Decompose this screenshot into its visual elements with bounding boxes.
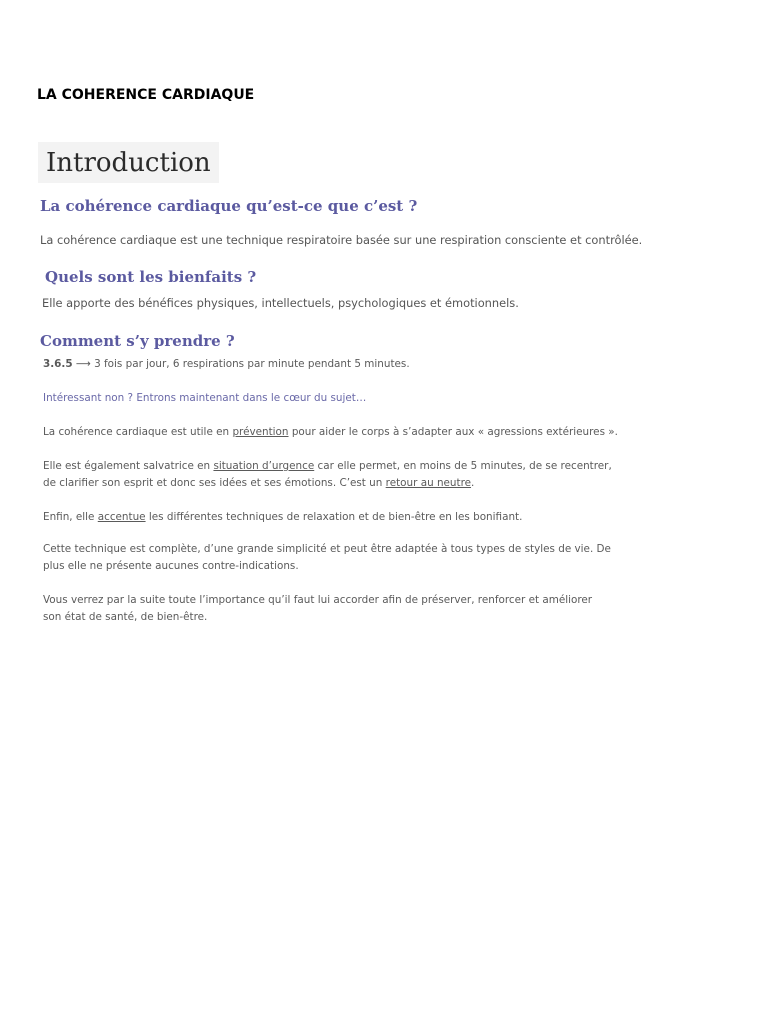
prevention-text-before: La cohérence cardiaque est utile en	[43, 426, 233, 438]
accentue-link: accentue	[97, 511, 146, 523]
rhythm-paragraph	[43, 356, 410, 373]
benefits-paragraph: Elle apporte des bénéfices physiques, intellectuels, psychologiques et émotionnels.	[42, 296, 519, 310]
accentue-text-before: Enfin, elle	[43, 511, 98, 523]
embedded-content-image	[38, 142, 643, 623]
introduction-heading: Introduction	[46, 148, 211, 178]
document-title: LA COHERENCE CARDIAQUE	[37, 87, 255, 103]
how-heading: Comment s’y prendre ?	[40, 332, 235, 350]
importance-paragraph: Vous verrez par la suite toute l’importance qu’il faut lui accorder afin de préserver, renforcer et améliorer son état de santé, de bien-être.	[43, 594, 593, 623]
urgence-paragraph	[43, 458, 623, 491]
rhythm-text: ⟶ 3 fois par jour, 6 respirations par minute pendant 5 minutes.	[72, 358, 410, 370]
neutral-link: retour au neutre	[385, 476, 472, 489]
rhythm-code: 3.6.5	[43, 358, 73, 370]
urgence-text-before: Elle est également salvatrice en	[43, 460, 214, 472]
introduction-banner	[38, 142, 219, 183]
interest-paragraph: Intéressant non ? Entrons maintenant dans le cœur du sujet…	[43, 392, 367, 404]
what-is-heading: La cohérence cardiaque qu’est-ce que c’est ?	[40, 197, 418, 215]
urgence-text-middle: car elle permet, en moins de 5 minutes, de se recentrer, de clarifier son esprit et donc ses idées et ses émotions. C’est un	[43, 460, 612, 489]
accentue-text-after: les différentes techniques de relaxation et de bien-être en les bonifiant.	[145, 511, 523, 523]
urgence-text-after: .	[471, 476, 475, 489]
complete-paragraph: Cette technique est complète, d’une grande simplicité et peut être adaptée à tous types de styles de vie. De plus elle ne présente aucunes contre-indications.	[43, 543, 611, 572]
urgence-link: situation d’urgence	[213, 460, 315, 472]
accentue-paragraph	[43, 509, 522, 526]
what-is-paragraph: La cohérence cardiaque est une technique respiratoire basée sur une respiration consciente et contrôlée.	[40, 233, 643, 247]
prevention-paragraph	[43, 424, 618, 441]
benefits-heading: Quels sont les bienfaits ?	[45, 268, 257, 286]
prevention-text-after: pour aider le corps à s’adapter aux « agressions extérieures ».	[288, 426, 618, 438]
prevention-link: prévention	[232, 426, 289, 438]
